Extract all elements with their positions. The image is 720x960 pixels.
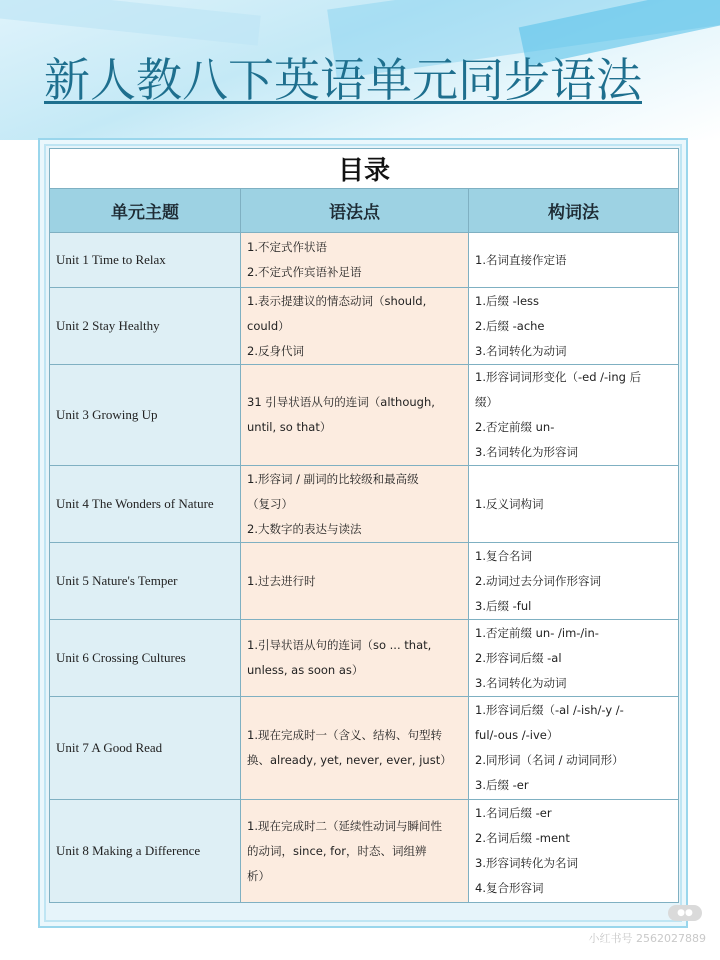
word-formation-line: 2.同形词（名词 / 动词同形） bbox=[475, 753, 624, 767]
word-formation-cell bbox=[469, 365, 679, 466]
grammar-line: 换、already, yet, never, ever, just） bbox=[247, 753, 452, 767]
word-formation-cell bbox=[469, 233, 679, 288]
grammar-line: 1.形容词 / 副词的比较级和最高级 bbox=[247, 471, 419, 486]
table-row bbox=[50, 233, 679, 288]
grammar-cell bbox=[241, 365, 469, 466]
grammar-line: 1.现在完成时二（延续性动词与瞬间性 bbox=[247, 818, 442, 833]
grammar-line: could） bbox=[247, 318, 290, 333]
watermark-logo-icon: ●● bbox=[668, 905, 702, 921]
grammar-line: 2.不定式作宾语补足语 bbox=[247, 265, 362, 279]
grammar-cell bbox=[241, 288, 469, 365]
grammar-line: （复习） bbox=[247, 496, 293, 511]
word-formation-cell bbox=[469, 466, 679, 543]
unit-cell: Unit 8 Making a Difference bbox=[50, 800, 241, 903]
word-formation-line: 缀） bbox=[475, 395, 498, 409]
word-formation-line: 1.名词后缀 -er bbox=[475, 806, 552, 820]
grammar-line: 的动词，since, for，时态、词组辨 bbox=[247, 843, 427, 858]
unit-cell: Unit 4 The Wonders of Nature bbox=[50, 466, 241, 543]
word-formation-line: 1.反义词构词 bbox=[475, 496, 544, 511]
page-title: 新人教八下英语单元同步语法 bbox=[44, 53, 642, 107]
table-row bbox=[50, 288, 679, 365]
table-row bbox=[50, 365, 679, 466]
table-row bbox=[50, 697, 679, 800]
grammar-cell bbox=[241, 800, 469, 903]
table-row bbox=[50, 800, 679, 903]
column-header-word-formation: 构词法 bbox=[469, 189, 679, 233]
table-row bbox=[50, 620, 679, 697]
word-formation-line: 2.形容词后缀 -al bbox=[475, 650, 562, 665]
word-formation-line: 4.复合形容词 bbox=[475, 881, 544, 895]
watermark-text: 小红书号 2562027889 bbox=[588, 932, 706, 945]
unit-cell: Unit 3 Growing Up bbox=[50, 365, 241, 466]
grammar-line: 31 引导状语从句的连词（although, bbox=[247, 395, 435, 409]
word-formation-cell bbox=[469, 543, 679, 620]
grammar-cell bbox=[241, 620, 469, 697]
word-formation-line: 3.后缀 -er bbox=[475, 778, 529, 792]
grammar-line: 析） bbox=[247, 868, 270, 883]
contents-table bbox=[49, 148, 679, 903]
grammar-line: 1.引导状语从句的连词（so ... that, bbox=[247, 638, 432, 652]
word-formation-cell bbox=[469, 620, 679, 697]
grammar-cell bbox=[241, 697, 469, 800]
word-formation-cell bbox=[469, 800, 679, 903]
word-formation-line: 2.后缀 -ache bbox=[475, 318, 545, 333]
word-formation-line: 3.名词转化为动词 bbox=[475, 343, 567, 358]
column-header-grammar: 语法点 bbox=[241, 189, 469, 233]
word-formation-line: 2.动词过去分词作形容词 bbox=[475, 573, 601, 588]
word-formation-line: ful/-ous /-ive） bbox=[475, 728, 559, 742]
unit-cell: Unit 6 Crossing Cultures bbox=[50, 620, 241, 697]
word-formation-line: 1.形容词词形变化（-ed /-ing 后 bbox=[475, 370, 642, 384]
word-formation-line: 2.名词后缀 -ment bbox=[475, 831, 570, 845]
word-formation-line: 2.否定前缀 un- bbox=[475, 420, 555, 434]
word-formation-line: 1.否定前缀 un- /im-/in- bbox=[475, 625, 599, 640]
word-formation-line: 3.名词转化为形容词 bbox=[475, 445, 578, 459]
grammar-line: until, so that） bbox=[247, 420, 332, 434]
column-header-unit: 单元主题 bbox=[50, 189, 241, 233]
grammar-line: 1.不定式作状语 bbox=[247, 240, 327, 254]
toc-heading: 目录 bbox=[50, 149, 679, 189]
word-formation-line: 1.复合名词 bbox=[475, 548, 532, 563]
grammar-cell bbox=[241, 466, 469, 543]
word-formation-line: 3.形容词转化为名词 bbox=[475, 856, 578, 870]
table-row bbox=[50, 466, 679, 543]
word-formation-line: 1.形容词后缀（-al /-ish/-y /- bbox=[475, 703, 624, 717]
word-formation-line: 3.名词转化为动词 bbox=[475, 675, 567, 690]
grammar-line: 1.表示提建议的情态动词（should, bbox=[247, 293, 427, 308]
grammar-line: unless, as soon as） bbox=[247, 663, 364, 677]
word-formation-line: 1.名词直接作定语 bbox=[475, 252, 567, 267]
grammar-line: 1.过去进行时 bbox=[247, 573, 316, 588]
table-row bbox=[50, 543, 679, 620]
unit-cell: Unit 2 Stay Healthy bbox=[50, 288, 241, 365]
word-formation-line: 1.后缀 -less bbox=[475, 293, 540, 308]
word-formation-cell bbox=[469, 288, 679, 365]
grammar-line: 2.大数字的表达与读法 bbox=[247, 521, 362, 536]
unit-cell: Unit 5 Nature's Temper bbox=[50, 543, 241, 620]
unit-cell: Unit 7 A Good Read bbox=[50, 697, 241, 800]
unit-cell: Unit 1 Time to Relax bbox=[50, 233, 241, 288]
grammar-line: 1.现在完成时一（含义、结构、句型转 bbox=[247, 728, 442, 742]
grammar-cell bbox=[241, 543, 469, 620]
grammar-line: 2.反身代词 bbox=[247, 343, 304, 358]
word-formation-cell bbox=[469, 697, 679, 800]
grammar-cell bbox=[241, 233, 469, 288]
word-formation-line: 3.后缀 -ful bbox=[475, 598, 532, 613]
